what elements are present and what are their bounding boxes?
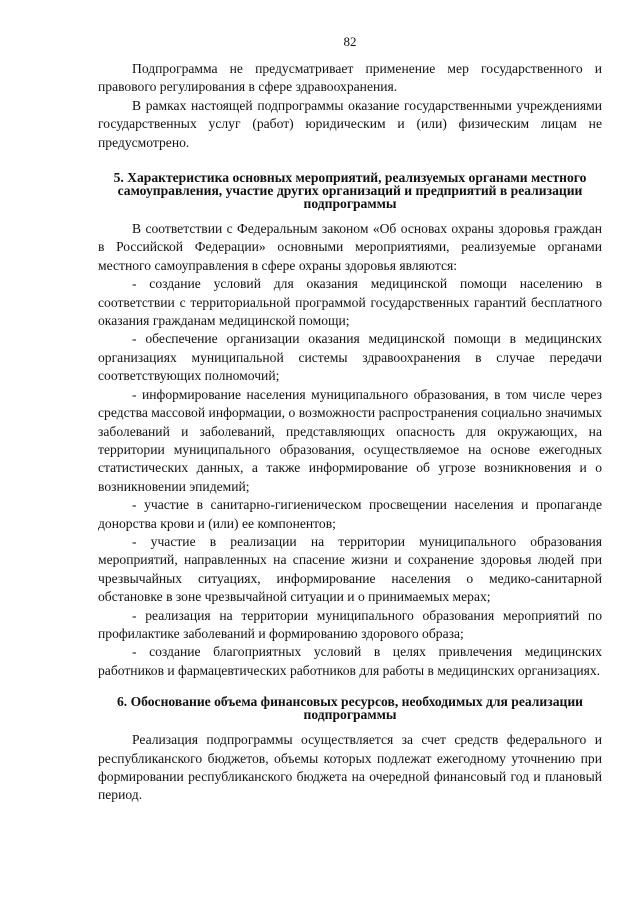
page-number: 82 <box>343 34 357 49</box>
section-5-item: - реализация на территории муниципального образования мероприятий по профилактике заболеваний и формированию здорового образа; <box>98 607 602 641</box>
section-5-item: - информирование населения муниципального образования, в том числе через средства массовой информации, о возможности распространения социально значимых заболеваний и заболеваний, представляющих опасность для окружающих, на территории муниципального образования, осуществляемое на основе ежегодных статистических данных, а также информирование об угрозе возникновения и о возникновении эпидемий; <box>98 386 602 494</box>
section-6-heading: 6. Обоснование объема финансовых ресурсов, необходимых для реализации подпрограммы <box>116 694 584 723</box>
section-5-item: - участие в санитарно-гигиеническом просвещении населения и пропаганде донорства крови и (или) ее компонентов; <box>98 497 602 531</box>
section-5-item: - создание благоприятных условий в целях привлечения медицинских работников и фармацевтических работников для работы в медицинских организациях. <box>98 644 602 678</box>
section-5-lead: В соответствии с Федеральным законом «Об основах охраны здоровья граждан в Российской Федерации» основными мероприятиями, реализуемые органами местного самоуправления в сфере охраны здоровья являются: <box>98 221 602 273</box>
section-5-item: - создание условий для оказания медицинской помощи населению в соответствии с территориальной программой государственных гарантий бесплатного оказания гражданам медицинской помощи; <box>98 276 602 329</box>
section-5-item: - участие в реализации на территории муниципального образования мероприятий, направленных на спасение жизни и сохранение здоровья людей при чрезвычайных ситуациях, информирование населения о медико-санитарной обстановке в зоне чрезвычайной ситуации и о принимаемых мерах; <box>98 533 602 605</box>
intro-paragraph-1: Подпрограмма не предусматривает применение мер государственного и правового регулирования в сфере здравоохранения. <box>98 61 602 95</box>
section-5-heading: 5. Характеристика основных мероприятий, реализуемых органами местного самоуправления, участие других организаций и предприятий в реализации подпрограммы <box>113 170 587 212</box>
section-5-item: - обеспечение организации оказания медицинской помощи в медицинских организациях муниципальной системы здравоохранения в случае передачи соответствующих полномочий; <box>98 331 602 384</box>
document-page <box>98 34 602 805</box>
intro-paragraph-2: В рамках настоящей подпрограммы оказание государственными учреждениями государственных услуг (работ) юридическим и (или) физическим лицам не предусмотрено. <box>98 97 602 150</box>
section-6-body: Реализация подпрограммы осуществляется за счет средств федерального и республиканского бюджетов, объемы которых подлежат ежегодному уточнению при формировании республиканского бюджета на очередной финансовый год и плановый период. <box>98 732 602 803</box>
